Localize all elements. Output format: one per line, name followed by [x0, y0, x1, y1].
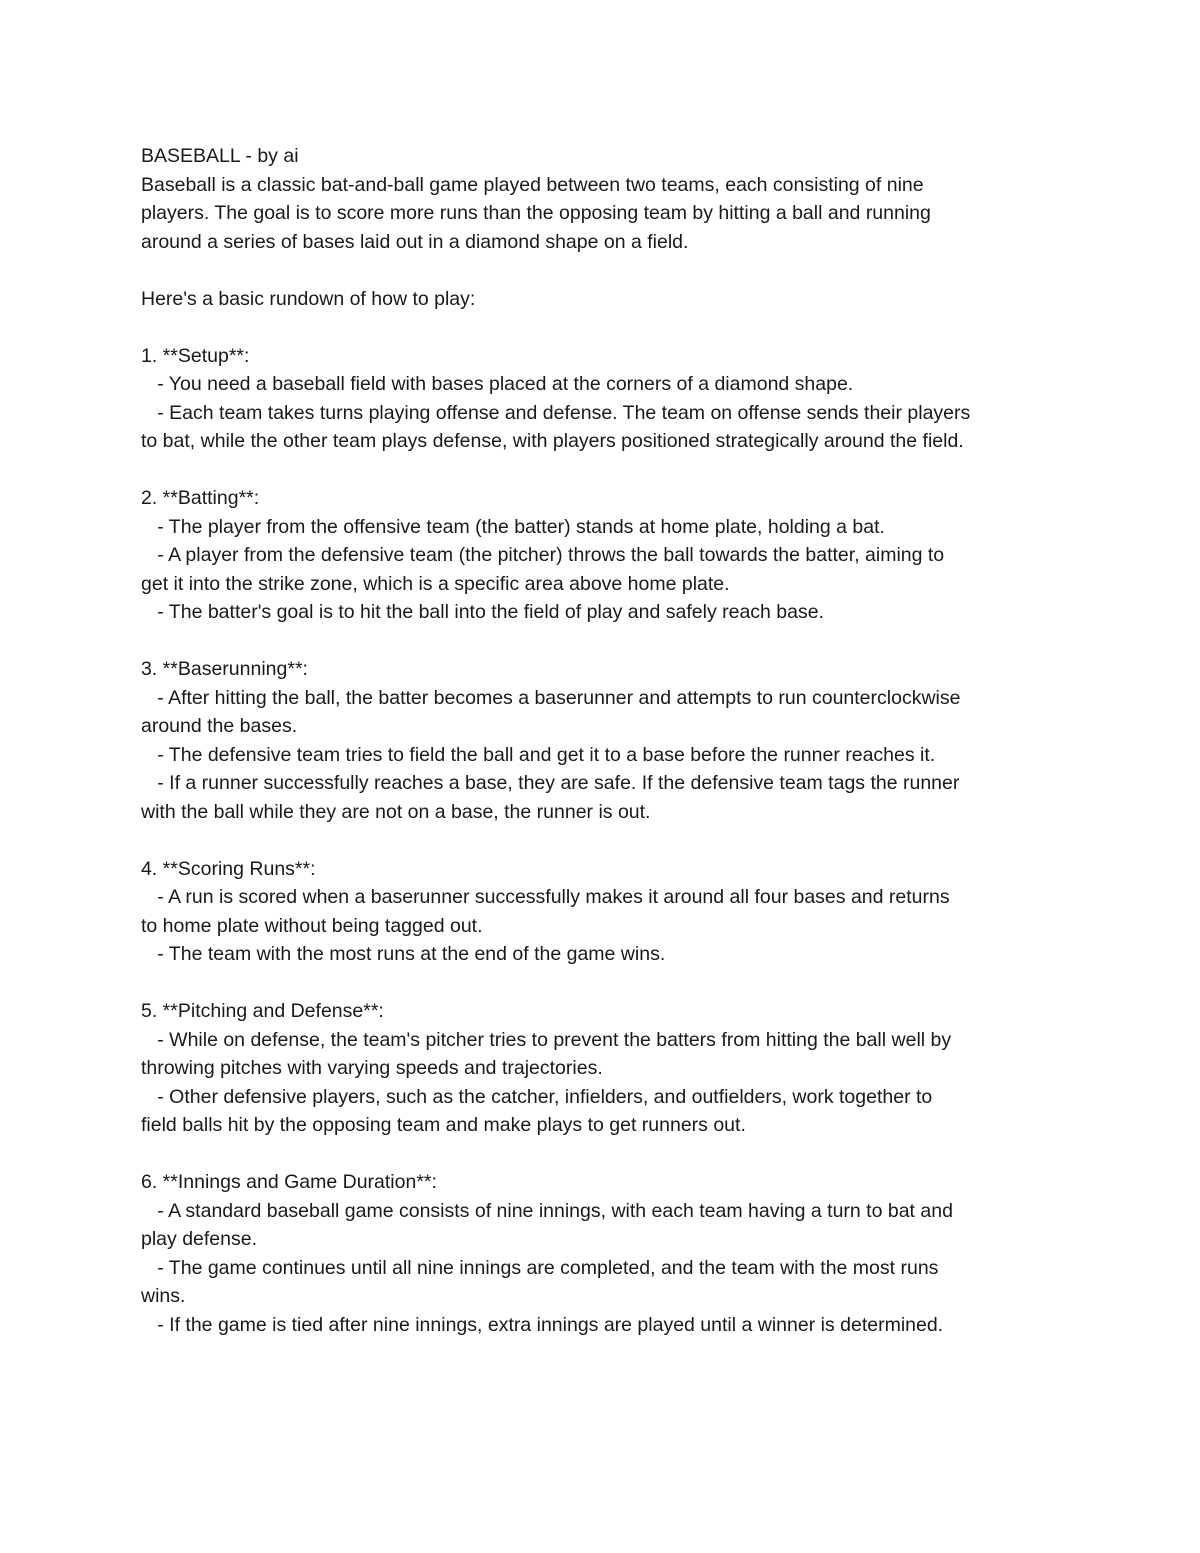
section-heading: 2. **Batting**:	[141, 487, 260, 509]
section-line: - A player from the defensive team (the pitcher) throws the ball towards the batter, aiming to	[141, 544, 945, 566]
blank-line	[141, 826, 1071, 855]
section-line: field balls hit by the opposing team and make plays to get runners out.	[141, 1114, 746, 1136]
section-scoring-runs	[141, 855, 1071, 969]
document-body	[141, 142, 1071, 1339]
section-heading: 6. **Innings and Game Duration**:	[141, 1171, 437, 1193]
section-heading: 3. **Baserunning**:	[141, 658, 308, 680]
section-line: - A standard baseball game consists of nine innings, with each team having a turn to bat and	[141, 1199, 953, 1222]
section-line: - The batter's goal is to hit the ball into the field of play and safely reach base.	[141, 601, 825, 623]
section-line: - If a runner successfully reaches a base, they are safe. If the defensive team tags the runner	[141, 772, 960, 794]
intro-line: Baseball is a classic bat-and-ball game played between two teams, each consisting of nine	[141, 173, 924, 196]
section-line: to bat, while the other team plays defense, with players positioned strategically around the field.	[141, 430, 964, 452]
intro-line: around a series of bases laid out in a diamond shape on a field.	[141, 230, 689, 253]
section-line: - The player from the offensive team (the batter) stands at home plate, holding a bat.	[141, 515, 885, 538]
section-line: - A run is scored when a baserunner successfully makes it around all four bases and returns	[141, 886, 950, 908]
blank-line	[141, 969, 1071, 998]
section-line: - After hitting the ball, the batter becomes a baserunner and attempts to run counterclockwise	[141, 686, 961, 709]
blank-line	[141, 256, 1071, 285]
section-line: around the bases.	[141, 715, 298, 737]
section-line: to home plate without being tagged out.	[141, 914, 483, 937]
section-line: - You need a baseball field with bases placed at the corners of a diamond shape.	[141, 373, 854, 395]
section-heading: 1. **Setup**:	[141, 344, 250, 367]
section-innings-duration	[141, 1168, 1071, 1339]
section-heading: 4. **Scoring Runs**:	[141, 857, 316, 880]
section-setup	[141, 342, 1071, 456]
intro-line: players. The goal is to score more runs than the opposing team by hitting a ball and running	[141, 202, 931, 224]
section-line: with the ball while they are not on a base, the runner is out.	[141, 800, 651, 823]
section-line: - The defensive team tries to field the ball and get it to a base before the runner reaches it.	[141, 743, 936, 766]
blank-line	[141, 313, 1071, 342]
section-line: - Other defensive players, such as the catcher, infielders, and outfielders, work together to	[141, 1085, 933, 1108]
section-line: - While on defense, the team's pitcher tries to prevent the batters from hitting the ball well by	[141, 1028, 952, 1051]
blank-line	[141, 1140, 1071, 1169]
section-line: play defense.	[141, 1228, 258, 1250]
rundown-line: Here's a basic rundown of how to play:	[141, 287, 476, 310]
section-baserunning	[141, 655, 1071, 826]
section-pitching-defense	[141, 997, 1071, 1140]
section-heading: 5. **Pitching and Defense**:	[141, 1000, 384, 1022]
section-batting	[141, 484, 1071, 627]
section-line: get it into the strike zone, which is a specific area above home plate.	[141, 572, 730, 595]
document-title: BASEBALL - by ai	[141, 145, 299, 167]
section-line: - If the game is tied after nine innings, extra innings are played until a winner is determined.	[141, 1313, 944, 1336]
section-line: - Each team takes turns playing offense and defense. The team on offense sends their players	[141, 401, 971, 424]
section-line: - The team with the most runs at the end of the game wins.	[141, 943, 666, 965]
blank-line	[141, 456, 1071, 485]
blank-line	[141, 627, 1071, 656]
section-line: - The game continues until all nine innings are completed, and the team with the most runs	[141, 1256, 939, 1279]
section-line: wins.	[141, 1285, 186, 1307]
section-line: throwing pitches with varying speeds and trajectories.	[141, 1057, 603, 1079]
